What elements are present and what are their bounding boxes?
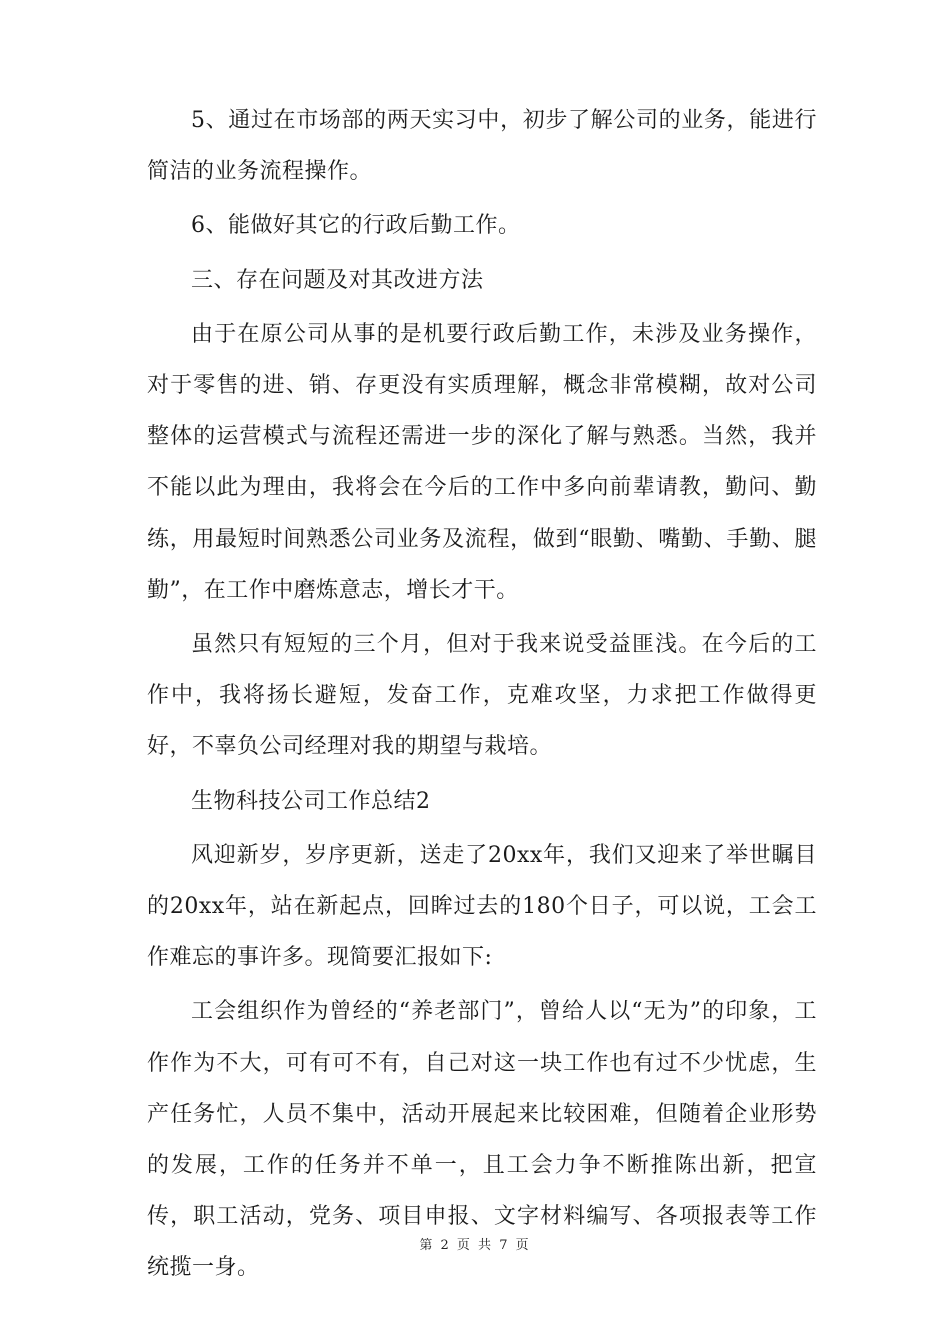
page-footer: 第 2 页 共 7 页 <box>419 1238 531 1253</box>
section-heading-summary-2: 生物科技公司工作总结2 <box>191 788 431 814</box>
paragraph-item-6: 6、能做好其它的行政后勤工作。 <box>191 213 521 239</box>
section-heading-problems: 三、存在问题及对其改进方法 <box>191 267 484 293</box>
paragraph-union-work: 工会组织作为曾经的“养老部门”，曾给人以“无为”的印象，工作作为不大，可有可不有，自己对这一块工作也有过不少忧虑，生产任务忙，人员不集中，活动开展起来比较困难，但随着企业形势的发展，工作的任务并不单一，且工会力争不断推陈出新，把宣传，职工活动，党务、项目申报、文字材料编写、各项报表等工作统揽一身。 <box>147 999 817 1281</box>
document-body <box>147 95 817 1297</box>
paragraph-problems-body: 由于在原公司从事的是机要行政后勤工作，未涉及业务操作，对于零售的进、销、存更没有实质理解，概念非常模糊，故对公司整体的运营模式与流程还需进一步的深化了解与熟悉。当然，我并不能以此为理由，我将会在今后的工作中多向前辈请教，勤问、勤练，用最短时间熟悉公司业务及流程，做到“眼勤、嘴勤、手勤、腿勤”，在工作中磨炼意志，增长才干。 <box>147 321 817 603</box>
paragraph-item-5: 5、通过在市场部的两天实习中，初步了解公司的业务，能进行简洁的业务流程操作。 <box>147 108 817 185</box>
paragraph-new-year: 风迎新岁，岁序更新，送走了20xx年，我们又迎来了举世瞩目的20xx年，站在新起点，回眸过去的180个日子，可以说，工会工作难忘的事许多。现简要汇报如下: <box>147 842 817 971</box>
paragraph-conclusion: 虽然只有短短的三个月，但对于我来说受益匪浅。在今后的工作中，我将扬长避短，发奋工作，克难攻坚，力求把工作做得更好，不辜负公司经理对我的期望与栽培。 <box>147 632 817 760</box>
